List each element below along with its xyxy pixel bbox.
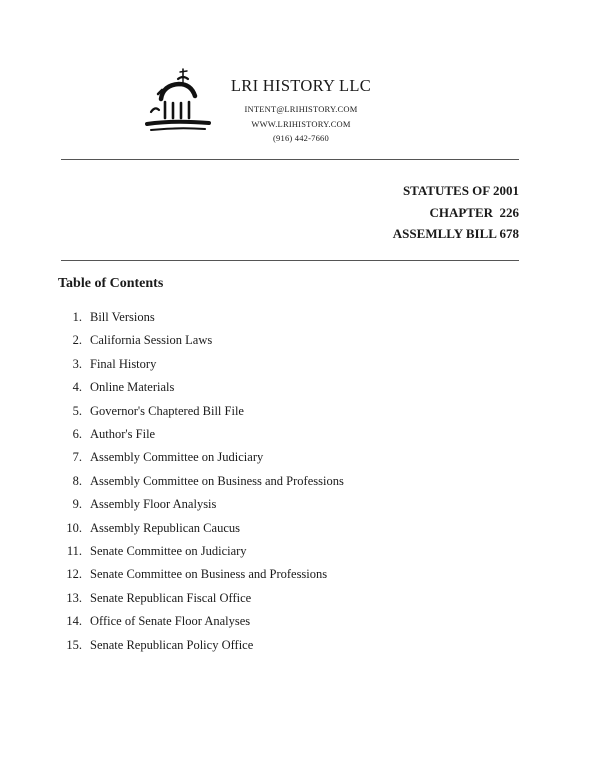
toc-item-number: 10.	[66, 520, 82, 535]
toc-item-number: 11.	[66, 544, 82, 559]
toc-item	[60, 563, 344, 586]
toc-item-label: Assembly Republican Caucus	[90, 520, 240, 535]
toc-item	[60, 423, 344, 446]
toc-item-number: 9.	[72, 497, 82, 512]
toc-item-number: 3.	[72, 356, 82, 371]
toc-list	[60, 306, 344, 657]
toc-item-label: Senate Committee on Judiciary	[90, 544, 247, 559]
toc-item-label: Final History	[90, 356, 157, 371]
toc-item-number: 1.	[72, 310, 82, 324]
toc-item	[60, 329, 344, 352]
toc-item-number: 2.	[72, 333, 82, 348]
toc-item-label: Governor's Chaptered Bill File	[90, 403, 244, 418]
statute-chapter: CHAPTER 226	[429, 204, 519, 220]
toc-item-number: 6.	[72, 427, 82, 442]
toc-item	[60, 376, 344, 399]
statute-reference	[393, 180, 519, 245]
top-divider	[61, 159, 519, 160]
toc-item	[60, 610, 344, 633]
statute-year: STATUTES OF 2001	[402, 183, 519, 198]
toc-item	[60, 400, 344, 423]
company-info	[206, 76, 396, 146]
toc-item	[60, 540, 344, 563]
toc-item	[60, 587, 344, 610]
company-email: INTENT@LRIHISTORY.COM	[244, 104, 358, 114]
toc-item-label: Assembly Committee on Business and Professions	[90, 473, 344, 488]
toc-item-label: Assembly Floor Analysis	[90, 497, 217, 512]
toc-item-label: Bill Versions	[90, 310, 155, 324]
toc-item	[60, 353, 344, 376]
toc-item	[60, 470, 344, 493]
toc-item-label: Senate Republican Fiscal Office	[90, 590, 252, 605]
toc-item-label: California Session Laws	[90, 333, 213, 348]
toc-title: Table of Contents	[58, 276, 164, 291]
toc-item-label: Assembly Committee on Judiciary	[90, 450, 264, 465]
toc-item-label: Office of Senate Floor Analyses	[90, 614, 251, 629]
toc-item-number: 12.	[66, 567, 82, 582]
toc-item-label: Author's File	[90, 427, 156, 442]
toc-item	[60, 493, 344, 516]
toc-item	[60, 634, 344, 657]
bottom-divider	[61, 260, 519, 261]
toc-item-number: 8.	[72, 473, 82, 488]
toc-item-number: 15.	[66, 637, 82, 652]
toc-item-number: 13.	[66, 590, 82, 605]
toc-item	[60, 517, 344, 540]
toc-item-label: Senate Republican Policy Office	[90, 637, 254, 652]
toc-item	[60, 446, 344, 469]
capitol-dome-icon	[143, 66, 213, 136]
toc-item-label: Senate Committee on Business and Professions	[90, 567, 328, 582]
toc-item-number: 5.	[72, 403, 82, 418]
toc-item-number: 7.	[72, 450, 82, 465]
company-name: LRI HISTORY LLC	[230, 76, 372, 95]
toc-item-label: Online Materials	[90, 380, 175, 395]
statute-bill: ASSEMLLY BILL 678	[392, 226, 519, 241]
company-phone: (916) 442-7660	[273, 133, 329, 143]
toc-item-number: 4.	[72, 380, 82, 395]
toc-item-number: 14.	[66, 614, 82, 629]
company-website: WWW.LRIHISTORY.COM	[251, 118, 351, 129]
toc-item	[60, 306, 344, 329]
